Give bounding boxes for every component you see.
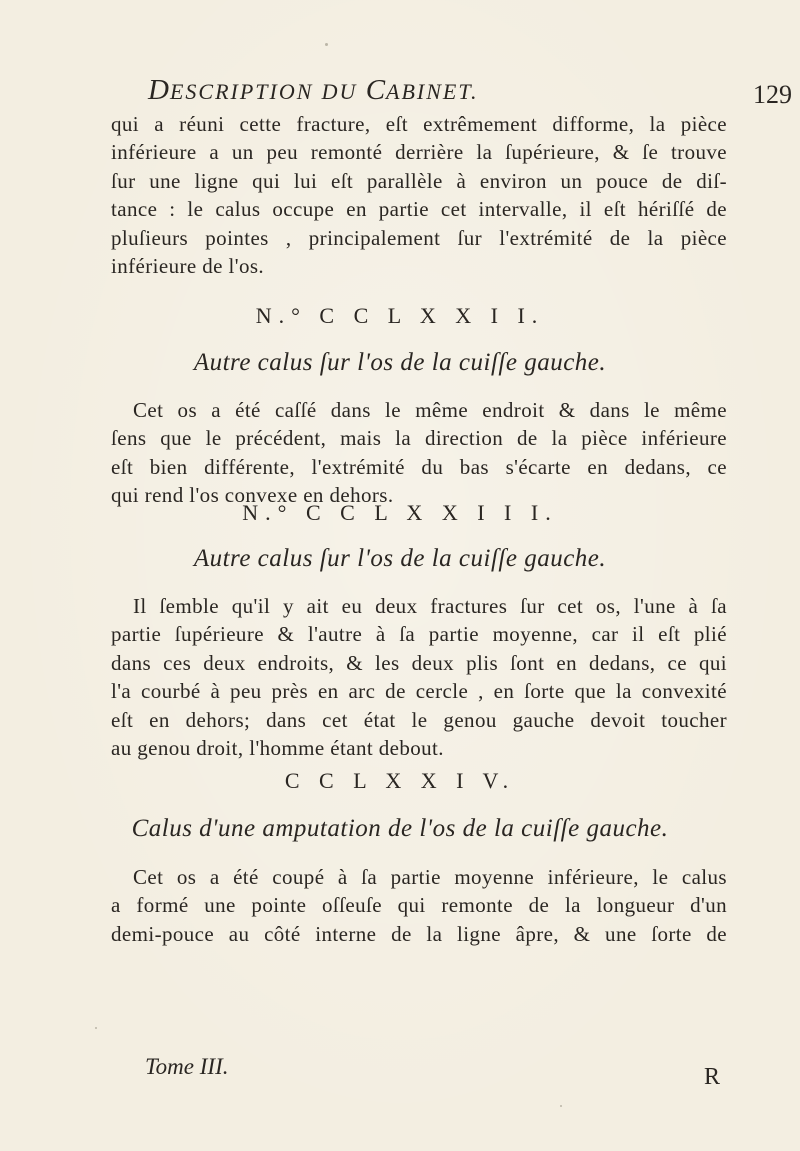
- volume-label: Tome III.: [145, 1054, 229, 1079]
- text-line: Cet os a été coupé à ſa partie moyenne inférieure, le calus: [133, 865, 727, 889]
- running-head: [148, 74, 648, 107]
- text-line: ſens que le précédent, mais la direction de la pièce inférieure: [111, 426, 727, 451]
- entry-paragraph: [111, 592, 727, 762]
- entry-title: Autre calus ſur l'os de la cuiſſe gauche.: [193, 349, 607, 376]
- entry-number: N.° C C L X X I I I.: [242, 500, 558, 525]
- text-line: eſt en dehors; dans cet état le genou gauche devoit toucher: [111, 707, 727, 732]
- text-line: a formé une pointe oſſeuſe qui remonte de la longueur d'un: [111, 893, 727, 918]
- text-line: au genou droit, l'homme étant debout.: [111, 736, 444, 761]
- text-line: tance : le calus occupe en partie cet intervalle, il eſt hériſſé de: [111, 197, 727, 222]
- running-head-initial: C: [365, 74, 387, 106]
- entry-paragraph: [111, 396, 727, 510]
- text-line: partie ſupérieure & l'autre à ſa partie moyenne, car il eſt plié: [111, 622, 727, 647]
- running-head-word: ESCRIPTION: [169, 79, 314, 104]
- running-head-initial: D: [148, 74, 170, 106]
- text-line: Il ſemble qu'il y ait eu deux fractures ſur cet os, l'une à ſa: [133, 594, 727, 618]
- text-line: dans ces deux endroits, & les deux plis ſont en dedans, ce qui: [111, 650, 727, 675]
- paper-speck: [560, 1105, 562, 1107]
- entry-number: N.° C C L X X I I.: [255, 303, 545, 328]
- text-line: inférieure a un peu remonté derrière la ſupérieure, & ſe trouve: [111, 140, 727, 165]
- text-line: Cet os a été caſſé dans le même endroit & dans le même: [133, 398, 727, 422]
- running-head-word: DU: [321, 79, 358, 104]
- entry-number: C C L X X I V.: [284, 768, 516, 793]
- paper-speck: [325, 43, 328, 46]
- text-line: qui a réuni cette fracture, eſt extrêmement difforme, la pièce: [111, 112, 727, 136]
- paper-speck: [95, 1027, 97, 1029]
- text-line: pluſieurs pointes , principalement ſur l'extrémité de la pièce: [111, 225, 727, 250]
- text-line: qui rend l'os convexe en dehors.: [111, 483, 394, 508]
- entry-paragraph: [111, 863, 727, 948]
- text-line: demi-pouce au côté interne de la ligne âpre, & une ſorte de: [111, 921, 727, 946]
- running-head-word: ABINET.: [386, 79, 479, 104]
- entry-title: Autre calus ſur l'os de la cuiſſe gauche.: [193, 545, 607, 572]
- text-line: inférieure de l'os.: [111, 254, 265, 279]
- entry-title: Calus d'une amputation de l'os de la cuiſſe gauche.: [131, 815, 669, 842]
- signature-mark: R: [704, 1064, 721, 1090]
- text-line: ſur une ligne qui lui eſt parallèle à environ un pouce de diſ-: [111, 168, 727, 193]
- page-number: 129: [753, 80, 792, 109]
- paragraph-continuation: [111, 110, 727, 280]
- text-line: l'a courbé à peu près en arc de cercle , en ſorte que la convexité: [111, 679, 727, 704]
- text-line: eſt bien différente, l'extrémité du bas s'écarte en dedans, ce: [111, 454, 727, 479]
